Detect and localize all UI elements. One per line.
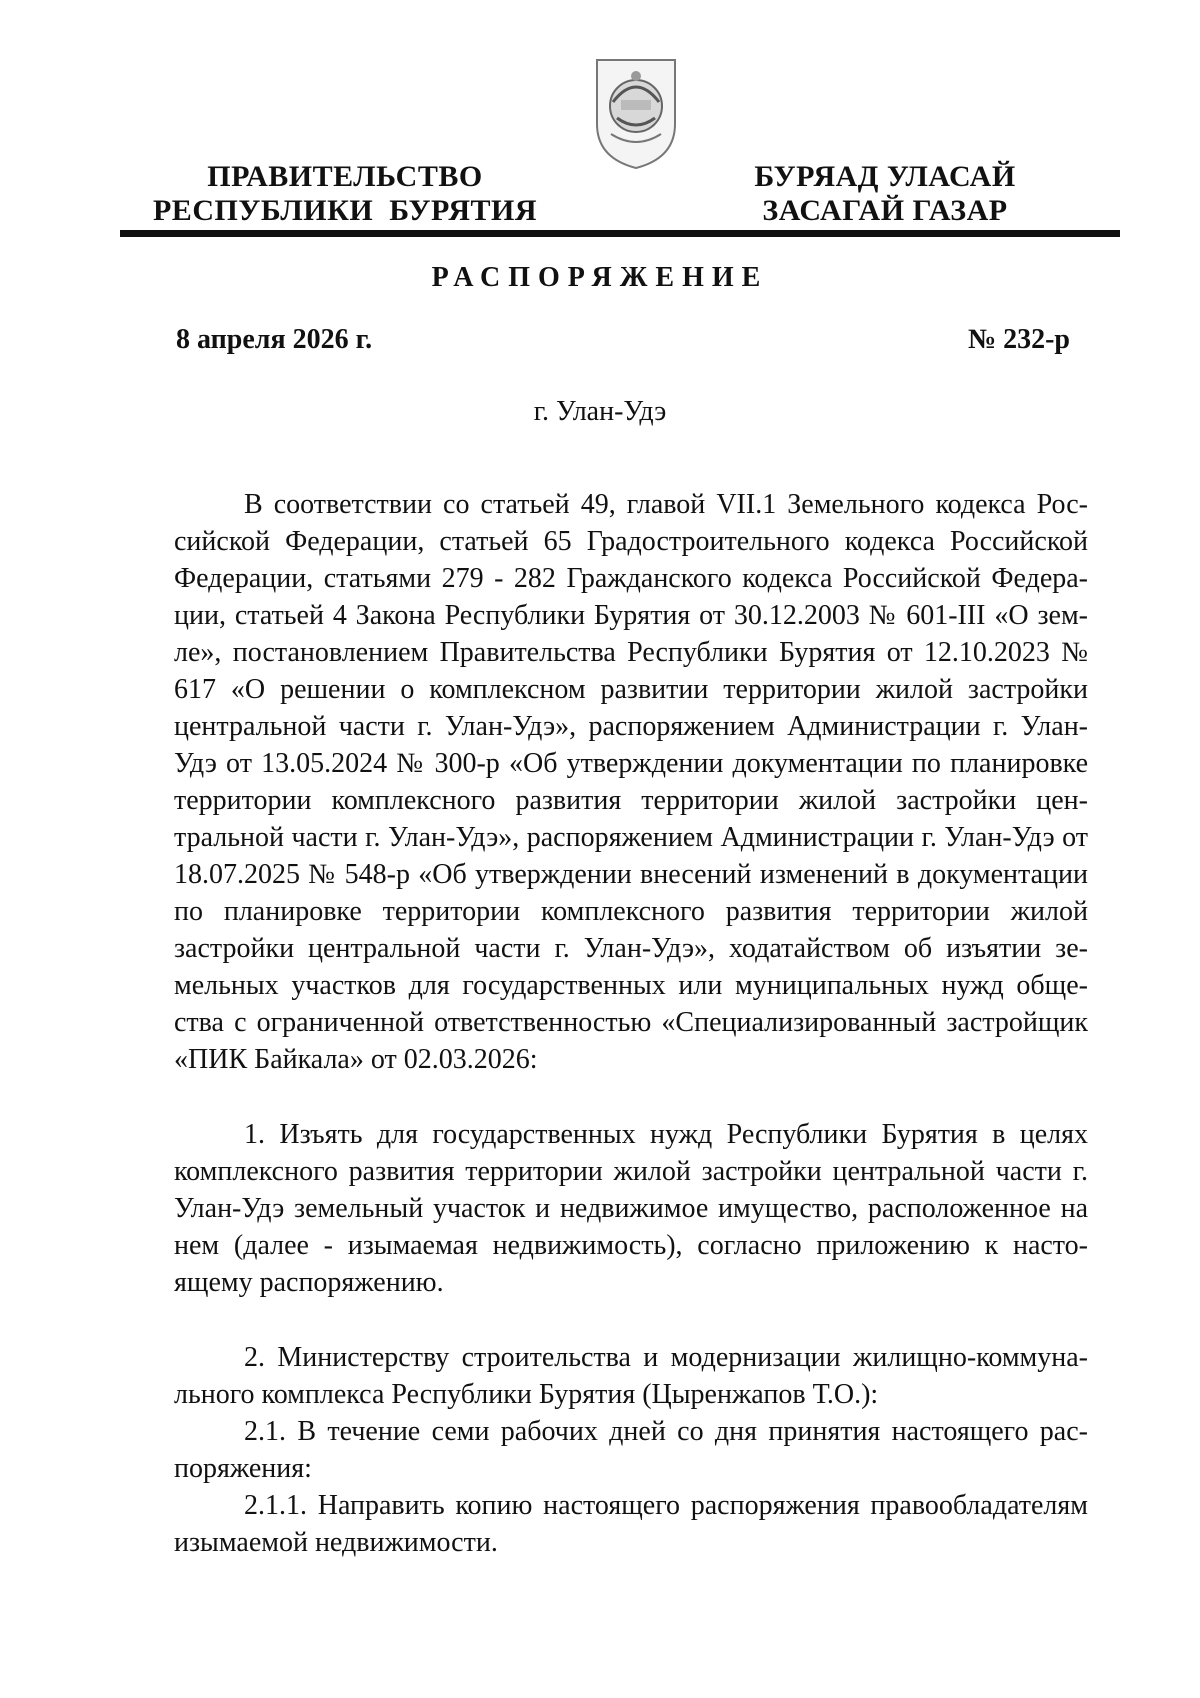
paragraph-item-2-1: 2.1. В течение семи рабочих дней со дня принятия настоящего распоряжения: [174,1416,1088,1484]
header-left-line1: ПРАВИТЕЛЬСТВО [207,160,483,193]
header-divider [120,230,1120,237]
header-right [720,160,1050,228]
document-title: РАСПОРЯЖЕНИЕ [431,262,769,293]
paragraph-item-1: 1. Изъять для государственных нужд Республики Бурятия в целях комплексного развития территории жилой застройки центральной части г. Улан-Удэ земельный участок и недвижимое имущество, расположенное на нем (далее - изымаемая недвижимость), согласно приложению к настоящему распоряжению. [174,1119,1088,1298]
document-number: № 232-р [967,324,1070,355]
document-date: 8 апреля 2026 г. [176,324,373,355]
paragraph-preamble: В соответствии со статьей 49, главой VII.1 Земельного кодекса Российской Федерации, статьей 65 Градостроительного кодекса Российской Федерации, статьями 279 - 282 Гражданского кодекса Российской Федерации, статьей 4 Закона Республики Бурятия от 30.12.2003 № 601-III «О земле», постановлением Правительства Республики Бурятия от 12.10.2023 № 617 «О решении о комплексном развитии территории жилой застройки центральной части г. Улан-Удэ», распоряжением Администрации г. Улан-Удэ от 13.05.2024 № 300-р «Об утверждении документации по планировке территории комплексного развития территории жилой застройки центральной части г. Улан-Удэ», распоряжением Администрации г. Улан-Удэ от 18.07.2025 № 548-р «Об утверждении внесений изменений в документации по планировке территории комплексного развития территории жилой застройки центральной части г. Улан-Удэ», ходатайством об изъятии земельных участков для государственных или муниципальных нужд общества с ограниченной ответственностью «Специализированный застройщик «ПИК Байкала» от 02.03.2026: [174,489,1088,1075]
coat-of-arms-icon [591,54,681,172]
header-right-line1: БУРЯАД УЛАСАЙ [754,160,1016,193]
paragraph-item-2-1-1: 2.1.1. Направить копию настоящего распоряжения правообладателям изымаемой недвижимости. [174,1490,1088,1558]
paragraph-item-2: 2. Министерству строительства и модернизации жилищно-коммунального комплекса Республики Бурятия (Цыренжапов Т.О.): [174,1342,1088,1410]
document-body [174,486,1088,1561]
document-city: г. Улан-Удэ [533,396,667,427]
header-right-line2: ЗАСАГАЙ ГАЗАР [762,194,1008,227]
header-left-line2: РЕСПУБЛИКИ БУРЯТИЯ [152,194,538,227]
header-left [150,160,540,228]
